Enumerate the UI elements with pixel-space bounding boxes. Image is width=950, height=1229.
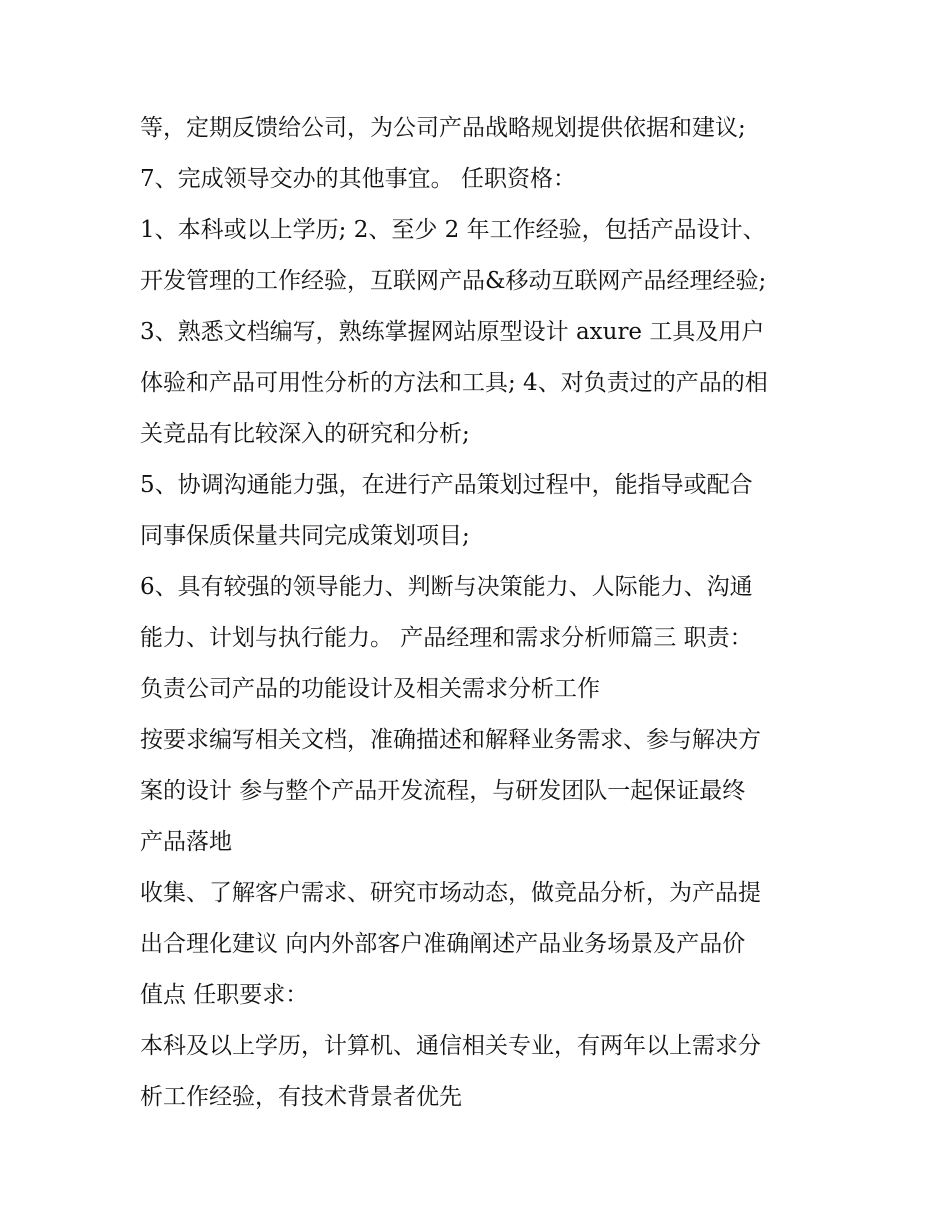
document-body: [140, 103, 840, 1123]
text-line: 7、完成领导交办的其他事宜。 任职资格：: [140, 166, 576, 192]
text-line: 关竞品有比较深入的研究和分析;: [140, 421, 470, 447]
text-line: 3、熟悉文档编写，熟练掌握网站原型设计 axure 工具及用户: [140, 319, 765, 345]
text-line: 析工作经验，有技术背景者优先: [140, 1084, 462, 1110]
text-line: 收集、了解客户需求、研究市场动态，做竞品分析，为产品提: [140, 880, 761, 906]
text-line: 同事保质保量共同完成策划项目;: [140, 523, 470, 549]
text-line: 体验和产品可用性分析的方法和工具; 4、对负责过的产品的相: [140, 370, 768, 396]
text-line: 5、协调沟通能力强，在进行产品策划过程中，能指导或配合: [140, 472, 753, 498]
text-line: 案的设计 参与整个产品开发流程，与研发团队一起保证最终: [140, 778, 746, 804]
text-line: 6、具有较强的领导能力、判断与决策能力、人际能力、沟通: [140, 574, 753, 600]
text-line: 1、本科或以上学历; 2、至少 2 年工作经验，包括产品设计、: [140, 217, 766, 243]
text-line: 值点 任职要求：: [140, 982, 309, 1008]
text-line: 产品落地: [140, 829, 232, 855]
text-line: 开发管理的工作经验，互联网产品&移动互联网产品经理经验;: [140, 268, 767, 294]
text-line: 按要求编写相关文档，准确描述和解释业务需求、参与解决方: [140, 727, 761, 753]
text-line: 本科及以上学历，计算机、通信相关专业，有两年以上需求分: [140, 1033, 761, 1059]
text-line: 能力、计划与执行能力。 产品经理和需求分析师篇三 职责：: [140, 625, 753, 651]
text-line: 出合理化建议 向内外部客户准确阐述产品业务场景及产品价: [140, 931, 746, 957]
text-line: 等，定期反馈给公司，为公司产品战略规划提供依据和建议;: [140, 115, 746, 141]
text-line: 负责公司产品的功能设计及相关需求分析工作: [140, 676, 600, 702]
